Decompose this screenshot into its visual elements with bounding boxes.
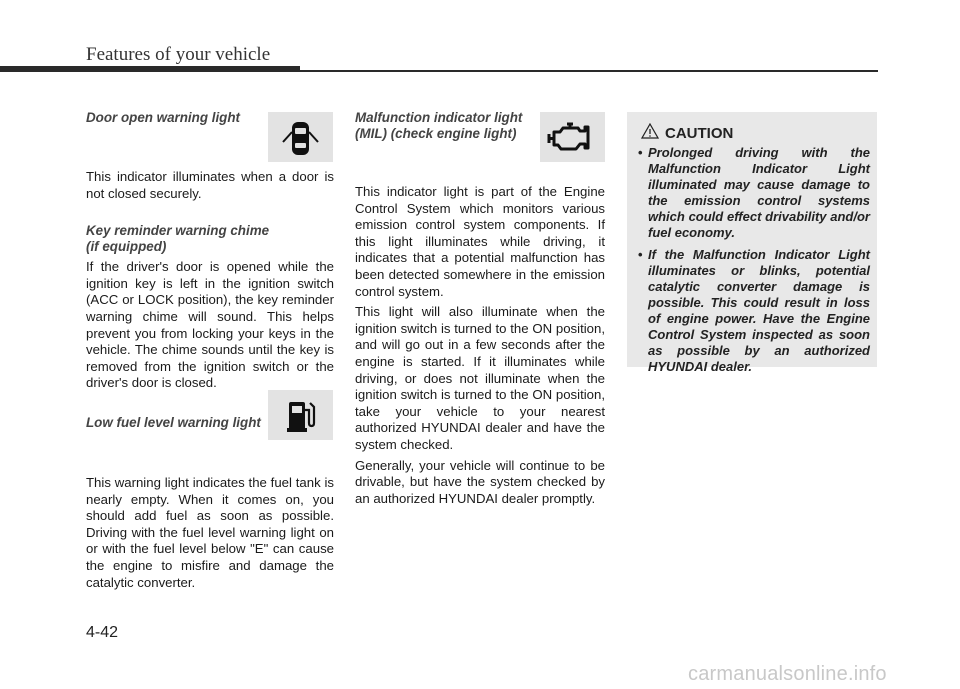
watermark: carmanualsonline.info bbox=[688, 663, 887, 685]
door-open-icon bbox=[268, 112, 333, 162]
door-open-title: Door open warning light bbox=[86, 110, 240, 125]
header-bar bbox=[0, 66, 300, 72]
caution-item: • Prolonged driving with the Malfunction Indicator Light illuminated may cause damage to the emission control systems which could effect drivability and/or fuel economy. bbox=[638, 145, 870, 241]
column-1 bbox=[86, 110, 334, 591]
key-reminder-title-line1: Key reminder warning chime bbox=[86, 223, 270, 239]
caution-heading bbox=[641, 123, 733, 143]
key-reminder-title bbox=[86, 223, 334, 255]
mil-title-line2: (MIL) (check engine light) bbox=[355, 126, 517, 141]
page-number: 4-42 bbox=[86, 624, 119, 641]
mil-paragraph-3: Generally, your vehicle will continue to be drivable, but have the system checked by an authorized HYUNDAI dealer promptly. bbox=[355, 457, 605, 506]
low-fuel-body: This warning light indicates the fuel tank is nearly empty. When it comes on, you should add fuel as soon as possible. Driving with the fuel level warning light on or with the fuel level below "E" can cause the engine to misfire and damage the catalytic converter. bbox=[86, 474, 334, 590]
mil-paragraph-2: This light will also illuminate when the ignition switch is turned to the ON position, and will go out in a few seconds after the engine is started. If it illuminates while driving, or does not illuminate when the ignition switch is turned to the ON position, take your vehicle to your nearest authorized HYUNDAI dealer and have the system checked. bbox=[355, 304, 605, 452]
header-rule bbox=[300, 70, 878, 72]
caution-list bbox=[638, 145, 870, 381]
door-open-body: This indicator illuminates when a door is not closed securely. bbox=[86, 169, 334, 201]
low-fuel-title: Low fuel level warning light bbox=[86, 414, 261, 430]
mil-paragraph-1: This indicator light is part of the Engine Control System which monitors various emission control system components. If this light illuminates while driving, it indicates that a potential malfunction has been detected somewhere in the emission control system. bbox=[355, 184, 605, 299]
check-engine-icon bbox=[540, 112, 605, 162]
caution-box bbox=[627, 112, 877, 374]
caution-label: CAUTION bbox=[665, 124, 734, 142]
column-2 bbox=[355, 110, 605, 507]
caution-item: • If the Malfunction Indicator Light illuminates or blinks, potential catalytic converter damage is possible. This could result in loss of engine power. Have the Engine Control System inspected as soon as possible by an authorized HYUNDAI dealer. bbox=[638, 247, 870, 375]
warning-triangle-icon bbox=[641, 123, 659, 143]
key-reminder-body: If the driver's door is opened while the ignition key is left in the ignition switch (ACC or LOCK position), the key reminder warning chime will sound. This helps prevent you from locking your keys in the vehicle. The chime sounds until the key is removed from the ignition switch or the driver's door is closed. bbox=[86, 259, 334, 391]
key-reminder-title-line2: (if equipped) bbox=[86, 239, 167, 255]
page-header-title: Features of your vehicle bbox=[86, 44, 271, 65]
mil-title-line1: Malfunction indicator light bbox=[355, 110, 523, 125]
fuel-pump-icon bbox=[268, 390, 333, 440]
